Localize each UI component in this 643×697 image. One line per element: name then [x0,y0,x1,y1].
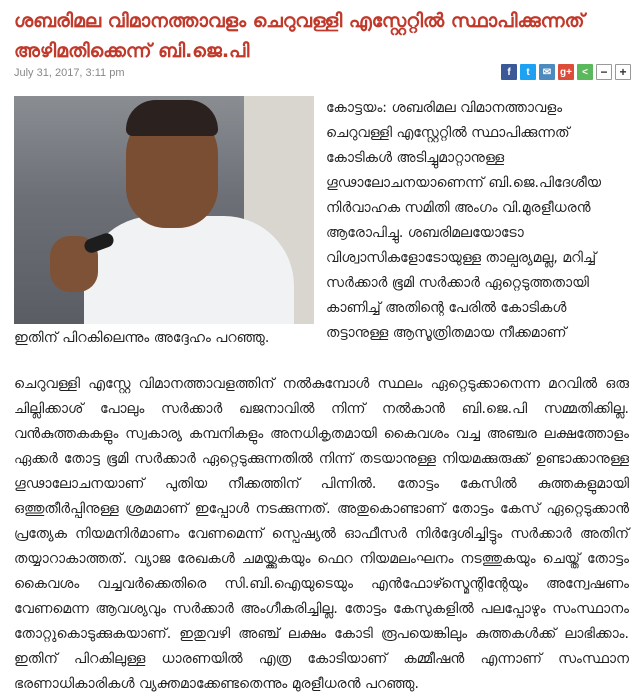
facebook-icon[interactable]: f [501,64,517,80]
article-date: July 31, 2017, 3:11 pm [14,67,125,79]
share-toolbar [501,64,631,80]
article-headline: ശബരിമല വിമാനത്താവളം ചെറുവള്ളി എസ്റ്റേറ്റിൽ സ്ഥാപിക്കുന്നത് അഴിമതിക്കെന്ന് ബി.ജെ.പി [14,10,585,62]
share-icon[interactable]: < [577,64,593,80]
font-decrease-button[interactable]: − [596,64,612,80]
article-intro: കോട്ടയം: ശബരിമല വിമാനത്താവളം ചെറുവള്ളി എസ്റ്റേറ്റിൽ സ്ഥാപിക്കുന്നത് കോടികൾ അടിച്ചുമാറ്റാനുള്ള ഗൂഢാലോചനയാണെന്ന് ബി.ജെ.പിദേശീയ നിർവാഹക സമിതി അംഗം വി.മുരളീധരൻ ആരോപിച്ചു. ശബരിമലയോടോ വിശ്വാസികളോടോയുള്ള താല്പര്യമല്ല, മറിച്ച് സർക്കാർ ഭൂമി സർക്കാർ ഏറ്റെടുത്തതായി കാണിച്ച് അതിന്റെ പേരിൽ കോടികൾ തട്ടാനുള്ള ആസൂത്രിതമായ നീക്കമാണ് [326,100,602,341]
twitter-icon[interactable]: t [520,64,536,80]
email-icon[interactable]: ✉ [539,64,555,80]
article-photo [14,96,314,324]
article-intro-tail: ഇതിന് പിറകിലെന്നും അദ്ദേഹം പറഞ്ഞു. [14,330,270,346]
font-increase-button[interactable]: + [615,64,631,80]
article-body: ചെറുവള്ളി എസ്റ്റേ വിമാനത്താവളത്തിന് നൽകുമ്പോൾ സ്ഥലം ഏറ്റെടുക്കാനെന്ന മറവിൽ ഒരു ചില്ലിക്കാശ് പോലും സർക്കാർ ഖജനാവിൽ നിന്ന് നൽകാൻ ബി.ജെ.പി സമ്മതിക്കില്ല. വൻകുത്തകകളും സ്വകാര്യ കമ്പനികളും അനധികൃതമായി കൈവശം വച്ച അഞ്ചര ലക്ഷത്തോളം ഏക്കർ തോട്ട ഭൂമി സർക്കാർ ഏറ്റെടുക്കുന്നതിൽ നിന്ന് തടയാനുള്ള നിയമക്കുരുക്ക് ഉണ്ടാക്കാനുള്ള ഗൂഢാലോചനയാണ് പുതിയ നീക്കത്തിന് പിന്നിൽ. തോട്ടം കേസിൽ കുത്തകളുമായി ഒത്തുതീർപ്പിനുള്ള ശ്രമമാണ് ഇപ്പോൾ നടക്കുന്നത്. അതുകൊണ്ടാണ് തോട്ടം കേസ് ഏറ്റെടുക്കാൻ പ്രത്യേക നിയമനിർമാണം വേണമെന്ന് സ്പെഷ്യൽ ഓഫീസർ നിർദ്ദേശിച്ചിട്ടും സർക്കാർ അതിന് തയ്യാറാകാത്തത്. വ്യാജ രേഖകൾ ചമയ്ക്കുകയും ഫെറ നിയമലംഘനം നടത്തുകയും ചെയ്ത് തോട്ടം കൈവശം വച്ചവർക്കെതിരെ സി.ബി.ഐയുടെയും എൻഫോഴ്സ്മെന്റിന്റേയും അന്വേഷണം വേണമെന്ന ആവശ്യവും സർക്കാർ അംഗീകരിച്ചില്ല. തോട്ടം കേസുകളിൽ പലപ്പോഴും സംസ്ഥാനം തോറ്റുകൊടുക്കുകയാണ്. ഇതുവഴി അഞ്ച് ലക്ഷം കോടി രൂപയെങ്കിലും കുത്തകൾക്ക് ലാഭിക്കാം. ഇതിന് പിറകിലുള്ള ധാരണയിൽ എത്ര കോടിയാണ് കമ്മീഷൻ എന്നാണ് സംസ്ഥാന ഭരണാധികാരികൾ വ്യക്തമാക്കേണ്ടതെന്നും മുരളീധരൻ പറഞ്ഞു. [14,376,629,692]
google-plus-icon[interactable]: g+ [558,64,574,80]
